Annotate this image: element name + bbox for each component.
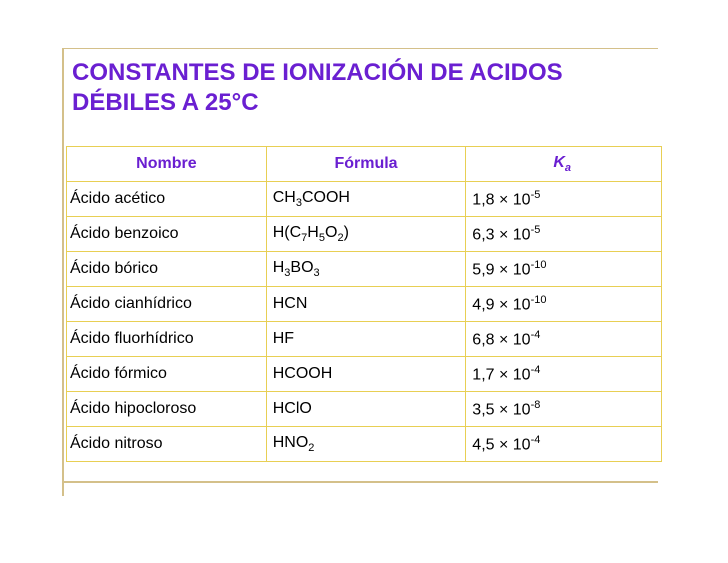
slide-bottom-rule — [62, 481, 658, 483]
table-row — [67, 217, 662, 252]
ka-value: $1,7 \times 10^{-4}$ — [466, 357, 662, 392]
table-body — [67, 182, 662, 462]
table-row — [67, 287, 662, 322]
acid-name: Ácido fórmico — [67, 357, 267, 392]
acid-formula: $H(C_7H_5O_2)$ — [266, 217, 466, 252]
acid-formula: HCOOH — [266, 357, 466, 392]
table-row — [67, 427, 662, 462]
page-title — [72, 58, 652, 118]
acid-formula: HF — [266, 322, 466, 357]
table-row — [67, 357, 662, 392]
ka-value: $4,9 \times 10^{-10}$ — [466, 287, 662, 322]
ionization-constants-table — [66, 146, 662, 462]
table-row — [67, 322, 662, 357]
acid-formula: $HNO_2$ — [266, 427, 466, 462]
ka-value: $6,3 \times 10^{-5}$ — [466, 217, 662, 252]
acid-formula: $CH_3COOH$ — [266, 182, 466, 217]
acid-name: Ácido nitroso — [67, 427, 267, 462]
ka-value: $4,5 \times 10^{-4}$ — [466, 427, 662, 462]
ka-value: $6,8 \times 10^{-4}$ — [466, 322, 662, 357]
ka-value: $1,8 \times 10^{-5}$ — [466, 182, 662, 217]
acid-name: Ácido fluorhídrico — [67, 322, 267, 357]
title-line-2: DÉBILES A 25°C — [72, 89, 259, 116]
slide-left-rule — [62, 48, 64, 496]
slide-top-rule — [62, 48, 658, 49]
header-formula: Fórmula — [266, 147, 466, 182]
acid-name: Ácido acético — [67, 182, 267, 217]
header-k-sub: a — [564, 162, 571, 175]
acid-name: Ácido benzoico — [67, 217, 267, 252]
header-k: K — [553, 153, 565, 171]
acid-name: Ácido hipocloroso — [67, 392, 267, 427]
title-line-1: CONSTANTES DE IONIZACIÓN DE ACIDOS — [72, 59, 563, 86]
acid-name: Ácido bórico — [67, 252, 267, 287]
ka-value: $3,5 \times 10^{-8}$ — [466, 392, 662, 427]
header-nombre: Nombre — [67, 147, 267, 182]
table-row — [67, 182, 662, 217]
acid-name: Ácido cianhídrico — [67, 287, 267, 322]
table-row — [67, 392, 662, 427]
acid-formula: $H_3BO_3$ — [266, 252, 466, 287]
header-ka — [466, 147, 662, 182]
acid-formula: HClO — [266, 392, 466, 427]
table-header-row — [67, 147, 662, 182]
ka-value: $5,9 \times 10^{-10}$ — [466, 252, 662, 287]
acid-formula: HCN — [266, 287, 466, 322]
table-row — [67, 252, 662, 287]
